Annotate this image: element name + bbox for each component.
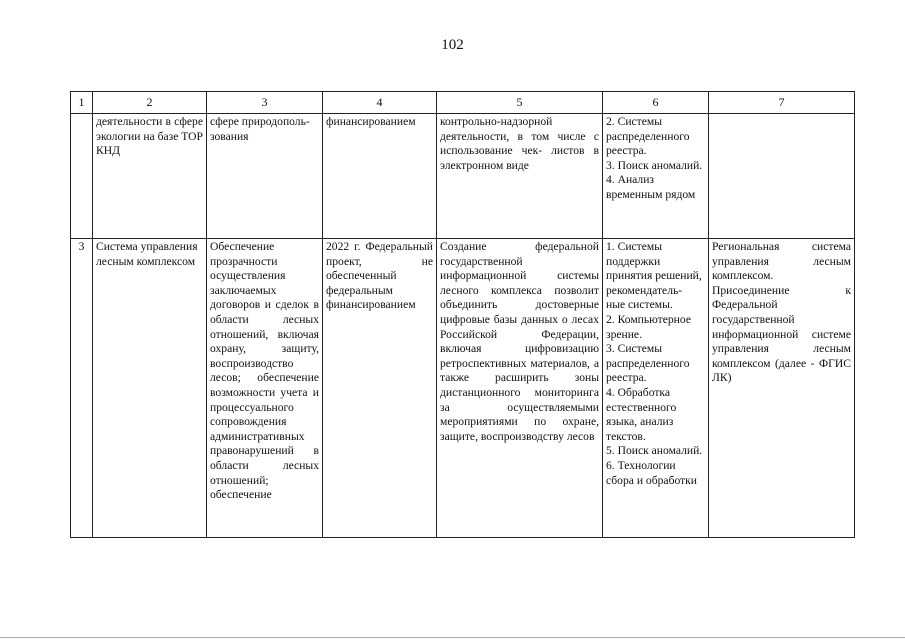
main-table: [70, 91, 855, 538]
header-cell-6: 6: [603, 92, 709, 114]
project-name-cell: деятельности в сфере экологии на базе ТОР КНД: [93, 114, 207, 239]
project-name-cell: Система управления лесным комплексом: [93, 239, 207, 538]
regional-cell: Региональная система управления лесным комплексом. Присоединение к Федеральной государственной информационной системе управления лесным комплексом (далее - ФГИС ЛК): [709, 239, 855, 538]
header-cell-5: 5: [437, 92, 603, 114]
technologies-cell: 1. Системы поддержки принятия решений, рекомендатель- ные системы. 2. Компьютерное зрение. 3. Системы распределенного реестра. 4. Обработка естественного языка, анализ текстов. 5. Поиск аномалий. 6. Технологии сбора и обработки: [603, 239, 709, 538]
effect-cell: контрольно-надзорной деятельности, в том числе с использование чек- листов в электронном виде: [437, 114, 603, 239]
header-cell-1: 1: [71, 92, 93, 114]
page-number: 102: [441, 37, 464, 53]
term-funding-cell: 2022 г. Федеральный проект, не обеспеченный федеральным финансированием: [323, 239, 437, 538]
header-cell-3: 3: [207, 92, 323, 114]
row-number-cell: 3: [71, 239, 93, 538]
goal-cell: Обеспечение прозрачности осуществления заключаемых договоров и сделок в области лесных отношений, включая охрану, защиту, воспроизводство лесов; обеспечение возможности учета и процессуального сопровождения административных правонарушений в области лесных отношений; обеспечение: [207, 239, 323, 538]
table-row: [71, 114, 855, 239]
row-number-cell: [71, 114, 93, 239]
scan-edge-line: [0, 637, 905, 638]
header-cell-7: 7: [709, 92, 855, 114]
header-cell-2: 2: [93, 92, 207, 114]
header-cell-4: 4: [323, 92, 437, 114]
header-row: [71, 92, 855, 114]
regional-cell: [709, 114, 855, 239]
technologies-cell: 2. Системы распределенного реестра. 3. Поиск аномалий. 4. Анализ временным рядом: [603, 114, 709, 239]
table-row: [71, 239, 855, 538]
goal-cell: сфере природополь- зования: [207, 114, 323, 239]
effect-cell: Создание федеральной государственной информационной системы лесного комплекса позволит объединить достоверные цифровые базы данных о лесах Российской Федерации, включая цифровизацию ретроспективных материалов, а также расширить зоны дистанционного мониторинга за осуществляемыми мероприятиями по охране, защите, воспроизводству лесов: [437, 239, 603, 538]
term-funding-cell: финансированием: [323, 114, 437, 239]
